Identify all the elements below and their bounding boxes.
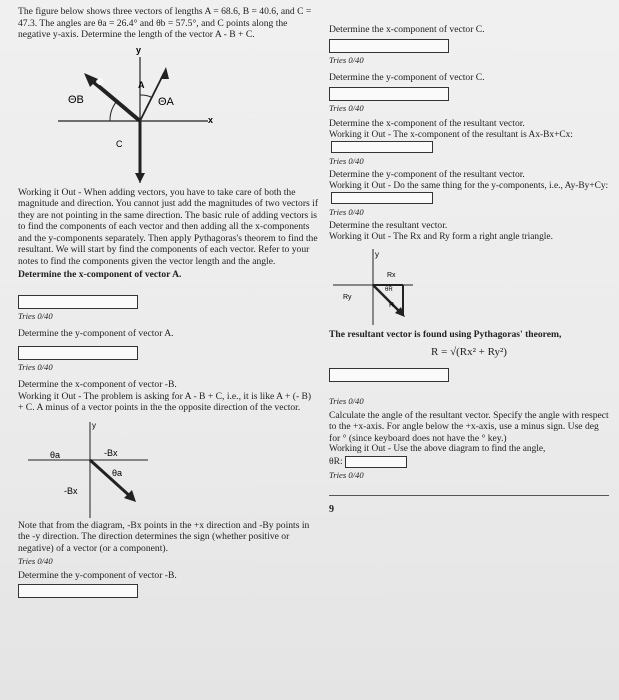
fig3-rx-label: Rx bbox=[387, 272, 396, 280]
vector-c-label: C bbox=[116, 138, 123, 149]
theta-r-label: θR: bbox=[329, 456, 343, 468]
answer-cy-input[interactable] bbox=[329, 87, 449, 101]
vector-a-label: A bbox=[138, 79, 145, 90]
neg-b-vector bbox=[90, 460, 132, 498]
neg-b-diagram bbox=[18, 418, 308, 518]
fig2-theta-a: θa bbox=[50, 449, 61, 460]
working-rx: Working it Out - The x-component of the resultant is Ax-Bx+Cx: bbox=[329, 130, 609, 154]
theta-a-label: ΘA bbox=[158, 95, 174, 108]
tries-resultant: Tries 0/40 bbox=[329, 396, 364, 407]
tries-angle: Tries 0/40 bbox=[329, 469, 364, 480]
section-divider bbox=[329, 495, 609, 496]
fig3-ry-label: Ry bbox=[343, 294, 352, 302]
tries-ax: Tries 0/40 bbox=[18, 310, 53, 321]
question-bx: Determine the x-component of vector -B. bbox=[18, 379, 177, 390]
fig1-x-label: x bbox=[208, 114, 214, 125]
working-angle: Working it Out - Use the above diagram to find the angle, bbox=[329, 444, 546, 455]
vector-diagram bbox=[18, 43, 308, 183]
vector-b-label: B bbox=[94, 75, 106, 88]
working-resultant: Working it Out - The Rx and Ry form a right angle triangle. bbox=[329, 231, 553, 242]
answer-ay-input[interactable] bbox=[18, 346, 138, 360]
question-ry: Determine the y-component of the resultant vector. bbox=[329, 169, 525, 181]
question-by: Determine the y-component of vector -B. bbox=[18, 569, 177, 581]
resultant-formula: R = √(Rx² + Ry²) bbox=[431, 345, 507, 358]
fig2-neg-bx-bot: -Bx bbox=[64, 485, 78, 496]
left-column bbox=[18, 6, 318, 598]
theta-r-row bbox=[329, 456, 609, 468]
theta-b-label: ΘB bbox=[68, 93, 84, 106]
working-out-text-1: Working it Out - When adding vectors, you have to take care of both the magnitude and direction. You cannot just add the magnitudes of two vectors if they are not pointing in the same direction. The basic rule of adding vectors is to find the components of each vector and then adding all the x-components and the y-components separately. Then apply Pythagoras's theorem to find the resultant. We will start by find the components of each vector. Refer to your notes to find the components given the vector length and the angle. bbox=[18, 186, 319, 267]
tries-ay: Tries 0/40 bbox=[18, 361, 53, 372]
tries-cy: Tries 0/40 bbox=[329, 102, 364, 113]
fig2-y-label: y bbox=[92, 420, 96, 430]
question-ax: Determine the x-component of vector A. bbox=[18, 269, 182, 280]
resultant-diagram bbox=[329, 247, 599, 327]
problem-intro: The figure below shows three vectors of lengths A = 68.6, B = 40.6, and C = 47.3. The angles are θa = 26.4° and θb = 57.5°, and C points along the negative y-axis. Determine the length of the vector A - B + C. bbox=[18, 6, 312, 40]
working-ry: Working it Out - Do the same thing for the y-components, i.e., Ay-By+Cy: bbox=[329, 181, 609, 205]
tries-bx: Tries 0/40 bbox=[18, 556, 53, 566]
answer-rx-input[interactable] bbox=[331, 141, 433, 153]
answer-by-input[interactable] bbox=[18, 584, 138, 598]
fig3-theta-label: θR bbox=[385, 287, 393, 294]
question-cy: Determine the y-component of vector C. bbox=[329, 72, 485, 83]
tries-rx: Tries 0/40 bbox=[329, 155, 364, 166]
tries-ry: Tries 0/40 bbox=[329, 206, 364, 217]
note-text: Note that from the diagram, -Bx points in the +x direction and -By points in the -y direction. The direction determines the sign (whether positive or negative) of a vector (or a component). bbox=[18, 519, 310, 554]
question-cx: Determine the x-component of vector C. bbox=[329, 24, 485, 35]
fig3-y-label: y bbox=[375, 250, 379, 260]
fig2-theta-b: θa bbox=[112, 467, 123, 478]
fig1-y-label: y bbox=[136, 44, 142, 55]
fig2-neg-bx-top: -Bx bbox=[104, 447, 118, 458]
answer-ax-input[interactable] bbox=[18, 295, 138, 309]
fig3-r-label: R bbox=[389, 302, 395, 310]
answer-ry-input[interactable] bbox=[331, 192, 433, 204]
working-out-text-2: Working it Out - The problem is asking for A - B + C, i.e., it is like A + (- B) + C. A minus of a vector points in the the opposite direction of the vector. bbox=[18, 390, 312, 413]
question-rx: Determine the x-component of the resultant vector. bbox=[329, 118, 525, 129]
answer-resultant-input[interactable] bbox=[329, 368, 449, 382]
question-ay: Determine the y-component of vector A. bbox=[18, 328, 174, 339]
question-resultant: Determine the resultant vector. bbox=[329, 220, 448, 232]
question-angle: Calculate the angle of the resultant vector. Specify the angle with respect to the +x-axis. For angle below the +x-axis, use a minus sign. Use deg for ° (since keyboard does not have the ° key.) bbox=[329, 409, 609, 444]
question-number: 9 bbox=[329, 504, 334, 516]
pythagoras-text: The resultant vector is found using Pythagoras' theorem, bbox=[329, 329, 562, 341]
tries-cx: Tries 0/40 bbox=[329, 54, 364, 65]
right-column bbox=[329, 22, 609, 516]
answer-cx-input[interactable] bbox=[329, 39, 449, 53]
answer-angle-input[interactable] bbox=[345, 456, 407, 468]
